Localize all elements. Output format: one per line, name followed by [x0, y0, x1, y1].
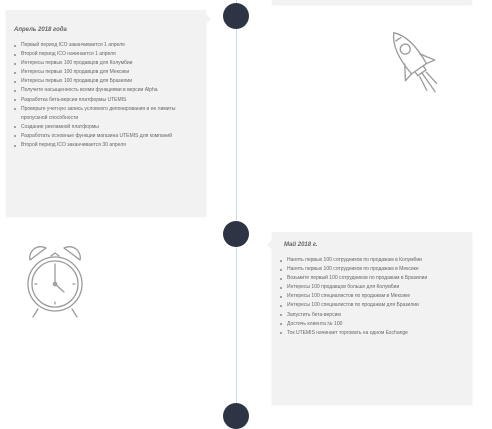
list-item: Интересы первых 100 продавцов для Колумбии [14, 59, 198, 68]
list-item: Первый период ICO заканчивается 1 апреля [14, 41, 198, 50]
milestone-list [6, 41, 206, 150]
card-pointer [206, 14, 211, 24]
card-pointer [267, 240, 272, 250]
list-item: Интересы 100 специалистов по продажам в Мексике [280, 292, 464, 301]
milestone-list [272, 256, 472, 338]
list-item: Получите насыщенность всеми функциями в версии Alpha [14, 86, 198, 95]
list-item: Разработать основные функции магазина UTEMIS для компаний [14, 132, 198, 141]
list-item: Разработка бета-версии платформы UTEMIS [14, 96, 198, 105]
list-item: Интересы 100 специалистов по продажам для Бразилии [280, 301, 464, 310]
list-item: Достичь клиента № 100 [280, 320, 464, 329]
previous-milestone-card [272, 0, 472, 4]
milestone-title: Май 2018 г. [284, 242, 318, 248]
list-item: Проверьте учетную запись условного депонирования и ее лимиты пропускной способности [14, 105, 198, 123]
milestone-card-may [272, 232, 472, 404]
list-item: Интересы 100 продавцов больше для Колумбии [280, 283, 464, 292]
rocket-icon [380, 22, 450, 104]
list-item: Создание рекламной платформы [14, 123, 198, 132]
timeline-dot [223, 221, 249, 247]
timeline-dot [223, 3, 249, 29]
milestone-title: Апрель 2018 года [14, 27, 67, 33]
list-item: Ток UTEMIS начинает торговать на одном Exchange [280, 329, 464, 338]
list-item: Нанять первых 100 сотрудников по продажам в Колумбии [280, 256, 464, 265]
list-item: Нанять первых 100 сотрудников по продажам в Мексике [280, 265, 464, 274]
timeline-line [236, 0, 237, 411]
alarm-clock-icon [20, 240, 90, 320]
list-item: Второй период ICO заканчивается 30 апреля [14, 141, 198, 150]
milestone-card-april [6, 10, 206, 216]
list-item: Возьмите первый 100 сотрудников по продажам в Бразилии [280, 274, 464, 283]
list-item: Второй период ICO начинается 1 апреля [14, 50, 198, 59]
list-item: Запустить бета-версию [280, 311, 464, 320]
list-item: Интересы первых 100 продавцов для Мексики [14, 68, 198, 77]
list-item: Интересы первых 100 продавцов для Бразилии [14, 77, 198, 86]
timeline-dot [223, 403, 249, 429]
